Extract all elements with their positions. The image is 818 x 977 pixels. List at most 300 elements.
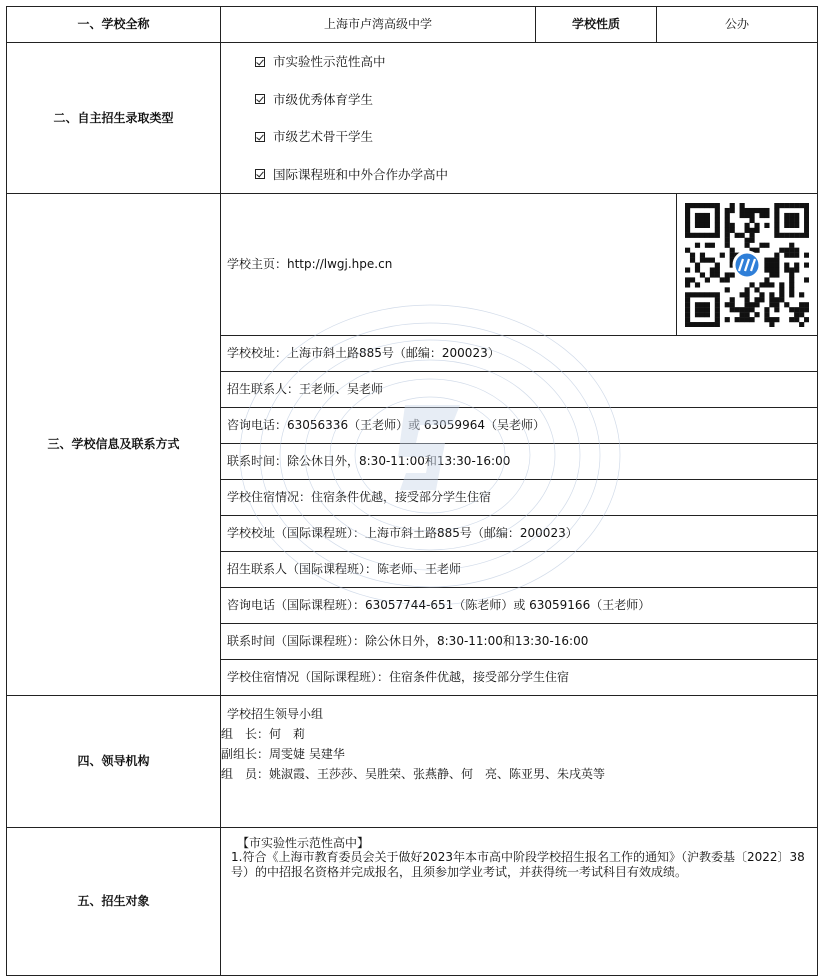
qr-module — [705, 322, 710, 327]
school-name-value: 上海市卢湾高级中学 — [221, 7, 536, 43]
qr-module — [789, 247, 794, 252]
qr-module — [715, 272, 720, 277]
qr-module — [715, 297, 720, 302]
qr-module — [695, 282, 700, 287]
qr-module — [715, 222, 720, 227]
qr-module — [695, 292, 700, 297]
qr-module — [710, 292, 715, 297]
qr-module — [730, 207, 735, 212]
homepage-cell — [221, 194, 818, 336]
qr-module — [764, 267, 769, 272]
qr-module — [749, 317, 754, 322]
qr-module — [745, 287, 750, 292]
qr-module — [685, 267, 690, 272]
qr-module — [715, 203, 720, 208]
qr-module — [685, 322, 690, 327]
qr-module — [695, 242, 700, 247]
qr-code-graphic — [685, 203, 809, 327]
qr-module — [759, 242, 764, 247]
qr-module — [705, 217, 710, 222]
qr-module — [769, 317, 774, 322]
qr-module — [789, 212, 794, 217]
qr-module — [799, 232, 804, 237]
qr-module — [740, 207, 745, 212]
qr-module — [705, 257, 710, 262]
qr-module — [774, 227, 779, 232]
qr-module — [794, 252, 799, 257]
school-nature-label: 学校性质 — [536, 7, 657, 43]
qr-module — [774, 212, 779, 217]
qr-module — [725, 272, 730, 277]
qr-module — [779, 203, 784, 208]
qr-module — [735, 232, 740, 237]
qr-module — [710, 267, 715, 272]
qr-module — [690, 203, 695, 208]
qr-module — [794, 217, 799, 222]
qr-module — [764, 317, 769, 322]
qr-module — [725, 302, 730, 307]
qr-module — [735, 307, 740, 312]
qr-module — [705, 212, 710, 217]
leadership-leader: 组 长：何 莉 — [221, 727, 306, 741]
qr-module — [789, 287, 794, 292]
qr-module — [789, 222, 794, 227]
qr-module — [705, 307, 710, 312]
qr-module — [685, 207, 690, 212]
qr-module — [804, 307, 809, 312]
qr-module — [705, 203, 710, 208]
qr-module — [745, 317, 750, 322]
qr-module — [725, 222, 730, 227]
qr-module — [715, 312, 720, 317]
info-line: 学校住宿情况（国际课程班）：住宿条件优越，接受部分学生住宿 — [227, 670, 570, 685]
qr-module — [764, 257, 769, 262]
qr-module — [700, 272, 705, 277]
qr-module — [794, 312, 799, 317]
qr-module — [749, 237, 754, 242]
qr-module — [794, 247, 799, 252]
qr-module — [725, 317, 730, 322]
qr-module — [789, 242, 794, 247]
row-school-name — [7, 7, 818, 43]
qr-module — [700, 257, 705, 262]
qr-module — [690, 252, 695, 257]
qr-module — [799, 292, 804, 297]
qr-module — [754, 297, 759, 302]
qr-module — [764, 262, 769, 267]
qr-module — [769, 292, 774, 297]
qr-module — [730, 252, 735, 257]
qr-module — [745, 297, 750, 302]
qr-module — [695, 217, 700, 222]
qr-module — [754, 222, 759, 227]
qr-module — [685, 277, 690, 282]
qr-module — [749, 302, 754, 307]
qr-module — [695, 222, 700, 227]
qr-module — [804, 212, 809, 217]
qr-module — [685, 247, 690, 252]
qr-module — [764, 312, 769, 317]
checked-box-icon — [255, 94, 265, 104]
admission-target-label: 五、招生对象 — [7, 828, 221, 976]
qr-module — [774, 232, 779, 237]
qr-module — [685, 203, 690, 208]
qr-module — [700, 212, 705, 217]
leadership-label: 四、领导机构 — [7, 696, 221, 828]
row-leadership — [7, 696, 818, 828]
qr-module — [700, 312, 705, 317]
admission-type-item — [221, 43, 817, 81]
qr-module — [769, 262, 774, 267]
info-line: 咨询电话：63056336（王老师）或 63059964（吴老师） — [227, 418, 545, 433]
admission-type-text: 国际课程班和中外合作办学高中 — [273, 166, 449, 182]
qr-module — [685, 302, 690, 307]
qr-module — [715, 267, 720, 272]
qr-module — [710, 232, 715, 237]
qr-module — [804, 252, 809, 257]
qr-module — [715, 322, 720, 327]
leadership-members: 组 员：姚淑霞、王莎莎、吴胜荣、张燕静、何 亮、陈亚男、朱戌英等 — [221, 767, 606, 781]
qr-module — [799, 302, 804, 307]
qr-module — [745, 227, 750, 232]
admission-type-item — [221, 156, 817, 194]
qr-module — [784, 262, 789, 267]
homepage-text[interactable]: 学校主页：http://lwgj.hpe.cn — [227, 257, 393, 272]
qr-module — [745, 207, 750, 212]
qr-module — [759, 292, 764, 297]
qr-module — [685, 312, 690, 317]
qr-module — [754, 287, 759, 292]
qr-module — [749, 212, 754, 217]
qr-module — [774, 267, 779, 272]
qr-module — [715, 292, 720, 297]
qr-module — [700, 252, 705, 257]
checked-box-icon — [255, 169, 265, 179]
info-line: 招生联系人：王老师、吴老师 — [227, 382, 384, 397]
qr-module — [749, 307, 754, 312]
qr-module — [710, 322, 715, 327]
qr-module — [759, 282, 764, 287]
qr-module — [730, 203, 735, 208]
admission-type-item — [221, 118, 817, 156]
qr-module — [769, 267, 774, 272]
qr-module — [740, 317, 745, 322]
admission-type-text: 市实验性示范性高中 — [273, 54, 386, 70]
qr-module — [730, 297, 735, 302]
qr-module — [695, 302, 700, 307]
qr-module — [700, 203, 705, 208]
qr-module — [754, 227, 759, 232]
qr-module — [685, 317, 690, 322]
qr-module — [779, 247, 784, 252]
qr-module — [685, 292, 690, 297]
qr-module — [715, 302, 720, 307]
admission-types-label: 二、自主招生录取类型 — [7, 43, 221, 194]
qr-module — [759, 297, 764, 302]
school-info-label: 三、学校信息及联系方式 — [7, 194, 221, 696]
qr-module — [700, 302, 705, 307]
qr-module — [695, 262, 700, 267]
qr-module — [715, 307, 720, 312]
qr-module — [725, 277, 730, 282]
qr-module — [789, 267, 794, 272]
qr-module — [710, 257, 715, 262]
qr-module — [695, 203, 700, 208]
qr-module — [804, 302, 809, 307]
qr-module — [730, 222, 735, 227]
qr-module — [740, 212, 745, 217]
info-line: 招生联系人（国际课程班）：陈老师、王老师 — [227, 562, 462, 577]
info-line: 学校校址（国际课程班）：上海市斜土路885号（邮编：200023） — [227, 526, 578, 541]
qr-module — [754, 247, 759, 252]
admission-type-item — [221, 81, 817, 119]
qr-module — [685, 232, 690, 237]
qr-module — [715, 262, 720, 267]
qr-module — [730, 227, 735, 232]
qr-module — [789, 232, 794, 237]
qr-module — [789, 292, 794, 297]
qr-module — [695, 322, 700, 327]
qr-module — [794, 307, 799, 312]
qr-module — [789, 317, 794, 322]
qr-module — [710, 203, 715, 208]
qr-module — [804, 227, 809, 232]
qr-module — [784, 267, 789, 272]
qr-module — [725, 232, 730, 237]
row-admission-types — [7, 43, 818, 194]
qr-module — [700, 292, 705, 297]
qr-module — [794, 212, 799, 217]
qr-module — [705, 302, 710, 307]
qr-module — [759, 212, 764, 217]
qr-module — [730, 302, 735, 307]
qr-module — [745, 242, 750, 247]
qr-module — [804, 262, 809, 267]
qr-module — [745, 212, 750, 217]
qr-module — [779, 292, 784, 297]
qr-module — [740, 307, 745, 312]
qr-module — [700, 232, 705, 237]
qr-module — [794, 317, 799, 322]
qr-module — [715, 232, 720, 237]
qr-module — [774, 307, 779, 312]
qr-module — [705, 222, 710, 227]
qr-module — [784, 222, 789, 227]
qr-module — [705, 232, 710, 237]
checked-box-icon — [255, 132, 265, 142]
leadership-cell — [221, 696, 818, 828]
qr-module — [725, 217, 730, 222]
admission-type-text: 市级优秀体育学生 — [273, 91, 374, 107]
qr-module — [695, 307, 700, 312]
qr-module — [774, 222, 779, 227]
qr-module — [779, 232, 784, 237]
info-line: 学校住宿情况：住宿条件优越，接受部分学生住宿 — [227, 490, 492, 505]
qr-module — [799, 322, 804, 327]
qr-module — [705, 292, 710, 297]
qr-module — [695, 267, 700, 272]
qr-module — [700, 222, 705, 227]
qr-module — [769, 282, 774, 287]
info-line: 咨询电话（国际课程班）：63057744-651（陈老师）或 63059166（王老师） — [227, 598, 651, 613]
qr-module — [784, 252, 789, 257]
qr-module — [794, 267, 799, 272]
qr-module — [789, 252, 794, 257]
qr-module — [759, 207, 764, 212]
qr-module — [784, 217, 789, 222]
qr-module — [754, 302, 759, 307]
qr-module — [745, 292, 750, 297]
qr-module — [695, 312, 700, 317]
qr-module — [745, 302, 750, 307]
qr-module — [720, 277, 725, 282]
admission-types-list — [221, 43, 818, 194]
qr-module — [754, 207, 759, 212]
qr-module — [779, 287, 784, 292]
admission-target-cell — [221, 828, 818, 976]
qr-module — [764, 242, 769, 247]
qr-module — [749, 217, 754, 222]
qr-module — [754, 312, 759, 317]
qr-module — [720, 252, 725, 257]
qr-module — [740, 232, 745, 237]
school-name-label: 一、学校全称 — [7, 7, 221, 43]
qr-module — [700, 322, 705, 327]
qr-module — [715, 227, 720, 232]
qr-module — [725, 242, 730, 247]
admission-target-heading: 【市实验性示范性高中】 — [237, 836, 370, 850]
qr-module — [725, 287, 730, 292]
qr-module — [769, 302, 774, 307]
qr-module — [730, 272, 735, 277]
qr-module — [774, 257, 779, 262]
checked-box-icon — [255, 57, 265, 67]
qr-module — [685, 297, 690, 302]
qr-module — [799, 203, 804, 208]
qr-module — [730, 247, 735, 252]
qr-module — [804, 222, 809, 227]
qr-module — [774, 207, 779, 212]
qr-module — [715, 217, 720, 222]
leadership-group-title: 学校招生领导小组 — [227, 707, 324, 721]
qr-module — [804, 207, 809, 212]
qr-module — [784, 232, 789, 237]
qr-module — [749, 282, 754, 287]
qr-module — [764, 212, 769, 217]
qr-module — [690, 277, 695, 282]
qr-module — [789, 282, 794, 287]
qr-module — [774, 252, 779, 257]
qr-module — [769, 297, 774, 302]
qr-module — [774, 217, 779, 222]
qr-module — [710, 272, 715, 277]
qr-module — [789, 307, 794, 312]
qr-module — [725, 227, 730, 232]
qr-module — [690, 257, 695, 262]
qr-module — [730, 307, 735, 312]
qr-module — [685, 307, 690, 312]
qr-module — [774, 262, 779, 267]
qr-module — [749, 207, 754, 212]
qr-module — [749, 232, 754, 237]
qr-module — [774, 203, 779, 208]
qr-module — [784, 203, 789, 208]
qr-module — [774, 297, 779, 302]
qr-module — [804, 277, 809, 282]
qr-code-icon — [676, 194, 817, 335]
info-line: 学校校址：上海市斜土路885号（邮编：200023） — [227, 346, 500, 361]
qr-module — [705, 242, 710, 247]
qr-module — [799, 312, 804, 317]
qr-module — [690, 232, 695, 237]
qr-module — [769, 322, 774, 327]
info-line: 联系时间：除公休日外，8:30-11:00和13:30-16:00 — [227, 454, 511, 469]
qr-module — [685, 222, 690, 227]
qr-module — [695, 212, 700, 217]
qr-module — [769, 272, 774, 277]
qr-module — [740, 203, 745, 208]
qr-module — [769, 257, 774, 262]
qr-module — [804, 232, 809, 237]
qr-module — [715, 207, 720, 212]
qr-module — [764, 222, 769, 227]
row-school-info-home — [7, 194, 818, 336]
qr-module — [685, 217, 690, 222]
qr-module — [715, 317, 720, 322]
qr-module — [710, 242, 715, 247]
qr-module — [794, 262, 799, 267]
qr-module — [740, 312, 745, 317]
qr-module — [779, 282, 784, 287]
qr-module — [740, 292, 745, 297]
qr-module — [700, 217, 705, 222]
qr-module — [804, 317, 809, 322]
qr-module — [715, 212, 720, 217]
qr-module — [725, 212, 730, 217]
qr-module — [764, 282, 769, 287]
qr-module — [705, 312, 710, 317]
qr-module — [784, 247, 789, 252]
qr-module — [789, 272, 794, 277]
admission-info-table — [6, 6, 818, 976]
qr-module — [764, 207, 769, 212]
qr-module — [779, 297, 784, 302]
qr-module — [784, 212, 789, 217]
qr-module — [745, 307, 750, 312]
qr-module — [774, 302, 779, 307]
qr-module — [789, 277, 794, 282]
qr-module — [774, 272, 779, 277]
qr-module — [690, 292, 695, 297]
leadership-deputy: 副组长：周雯婕 吴建华 — [221, 747, 345, 761]
qr-module — [705, 277, 710, 282]
qr-module — [735, 317, 740, 322]
qr-module — [690, 322, 695, 327]
qr-module — [725, 207, 730, 212]
info-line: 联系时间（国际课程班）：除公休日外，8:30-11:00和13:30-16:00 — [227, 634, 589, 649]
qr-module — [804, 203, 809, 208]
qr-module — [794, 203, 799, 208]
qr-module — [794, 222, 799, 227]
school-nature-value: 公办 — [657, 7, 818, 43]
qr-module — [745, 237, 750, 242]
qr-module — [784, 302, 789, 307]
qr-module — [725, 237, 730, 242]
qr-module — [764, 277, 769, 282]
qr-module — [685, 282, 690, 287]
admission-type-text: 市级艺术骨干学生 — [273, 129, 374, 145]
qr-module — [774, 317, 779, 322]
